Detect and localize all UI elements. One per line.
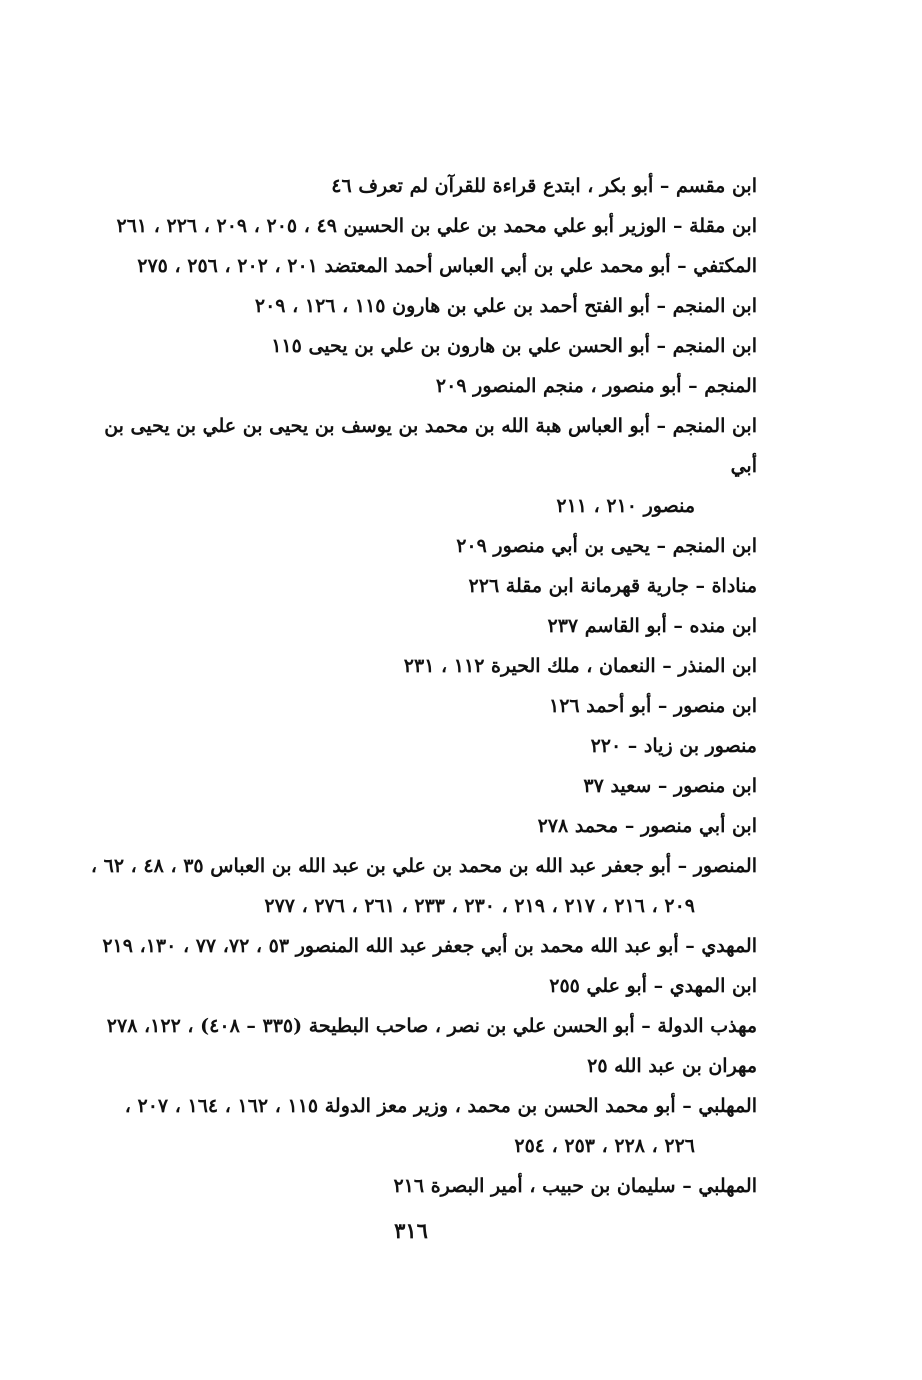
index-entry-continuation: منصور ٢١٠ ، ٢١١ xyxy=(556,495,695,517)
index-entry: ابن المنذر – النعمان ، ملك الحيرة ١١٢ ، ٢٣١ xyxy=(403,655,757,677)
index-entry: المنجم – أبو منصور ، منجم المنصور ٢٠٩ xyxy=(435,375,757,397)
index-entry: ابن المنجم – أبو الحسن علي بن هارون بن علي بن يحيى ١١٥ xyxy=(271,335,757,357)
index-entry: ابن مقلة – الوزير أبو علي محمد بن علي بن الحسين ٤٩ ، ٢٠٥ ، ٢٠٩ ، ٢٢٦ ، ٢٦١ xyxy=(116,215,757,237)
index-entries xyxy=(79,166,757,1206)
index-entry: ابن المهدي – أبو علي ٢٥٥ xyxy=(549,975,757,997)
index-entry: المكتفي – أبو محمد علي بن أبي العباس أحمد المعتضد ٢٠١ ، ٢٠٢ ، ٢٥٦ ، ٢٧٥ xyxy=(137,255,757,277)
index-entry: مهذب الدولة – أبو الحسن علي بن نصر ، صاحب البطيحة (٣٣٥ – ٤٠٨) ، ١٢٢، ٢٧٨ xyxy=(106,1015,757,1037)
index-entry: ابن أبي منصور – محمد ٢٧٨ xyxy=(537,815,757,837)
index-entry xyxy=(79,406,757,526)
index-entry: مهران بن عبد الله ٢٥ xyxy=(587,1055,757,1077)
index-entry: ابن المنجم – يحيى بن أبي منصور ٢٠٩ xyxy=(456,535,757,557)
index-entry: منصور بن زياد – ٢٢٠ xyxy=(590,735,757,757)
index-entry-text: المهلبي – أبو محمد الحسن بن محمد ، وزير معز الدولة ١١٥ ، ١٦٢ ، ١٦٤ ، ٢٠٧ ، xyxy=(124,1095,757,1117)
index-entry: مناداة – جارية قهرمانة ابن مقلة ٢٢٦ xyxy=(468,575,757,597)
index-entry: المهلبي – سليمان بن حبيب ، أمير البصرة ٢١٦ xyxy=(393,1175,757,1197)
index-entry: المهدي – أبو عبد الله محمد بن أبي جعفر عبد الله المنصور ٥٣ ، ٧٢، ٧٧ ، ١٣٠، ٢١٩ xyxy=(102,935,757,957)
index-entry: ابن منده – أبو القاسم ٢٣٧ xyxy=(547,615,757,637)
index-entry-continuation: ٢٠٩ ، ٢١٦ ، ٢١٧ ، ٢١٩ ، ٢٣٠ ، ٢٣٣ ، ٢٦١ ، ٢٧٦ ، ٢٧٧ xyxy=(264,895,695,917)
page-number: ٣١٦ xyxy=(394,1218,428,1243)
index-entry-text: المنصور – أبو جعفر عبد الله بن محمد بن علي بن عبد الله بن العباس ٣٥ ، ٤٨ ، ٦٢ ، xyxy=(90,855,757,877)
index-entry xyxy=(79,1086,757,1166)
index-entry: ابن مقسم – أبو بكر ، ابتدع قراءة للقرآن لم تعرف ٤٦ xyxy=(331,175,757,197)
index-entry xyxy=(79,846,757,926)
index-entry: ابن منصور – أبو أحمد ١٢٦ xyxy=(549,695,757,717)
index-entry-continuation: ٢٢٦ ، ٢٢٨ ، ٢٥٣ ، ٢٥٤ xyxy=(514,1135,695,1157)
index-entry: ابن منصور – سعيد ٣٧ xyxy=(583,775,757,797)
index-entry-text: ابن المنجم – أبو العباس هبة الله بن محمد بن يوسف بن يحيى بن علي بن يحيى بن أبي xyxy=(104,415,757,477)
index-entry: ابن المنجم – أبو الفتح أحمد بن علي بن هارون ١١٥ ، ١٢٦ ، ٢٠٩ xyxy=(254,295,757,317)
